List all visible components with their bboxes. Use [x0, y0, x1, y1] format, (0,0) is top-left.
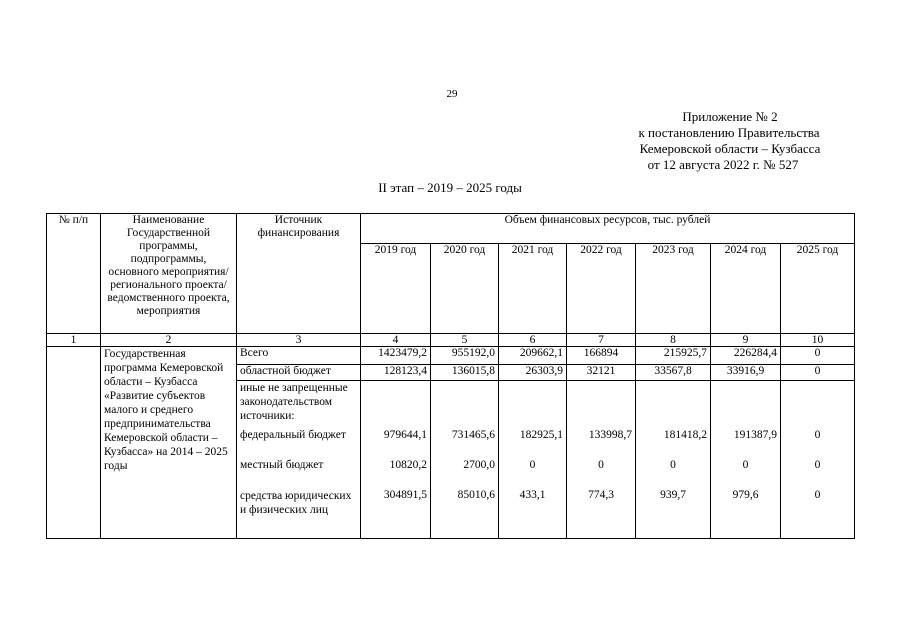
header-year-2019: 2019 год [361, 244, 431, 334]
header-source: Источник финансирования [237, 214, 361, 334]
index-cell: 5 [431, 334, 499, 347]
value-cell: 731465,6 [431, 429, 499, 459]
header-volume: Объем финансовых ресурсов, тыс. рублей [361, 214, 855, 244]
value-cell: 26303,9 [499, 365, 567, 381]
source-cell: Всего [237, 347, 361, 365]
index-cell: 8 [636, 334, 711, 347]
index-cell: 9 [711, 334, 781, 347]
value-cell [781, 381, 855, 429]
value-cell: 1423479,2 [361, 347, 431, 365]
value-cell: 433,1 [499, 489, 567, 539]
header-year-2021: 2021 год [499, 244, 567, 334]
value-cell: 774,3 [567, 489, 636, 539]
value-cell: 226284,4 [711, 347, 781, 365]
value-cell: 955192,0 [431, 347, 499, 365]
header-year-2024: 2024 год [711, 244, 781, 334]
value-cell [361, 381, 431, 429]
value-cell: 0 [781, 347, 855, 365]
value-cell: 33567,8 [636, 365, 711, 381]
value-cell: 181418,2 [636, 429, 711, 459]
source-cell: иные не запрещенные законодательством источники: [237, 381, 361, 429]
value-cell: 0 [781, 489, 855, 539]
value-cell: 979644,1 [361, 429, 431, 459]
header-year-2020: 2020 год [431, 244, 499, 334]
page-number: 29 [446, 88, 458, 100]
value-cell: 0 [636, 459, 711, 489]
value-cell: 0 [567, 459, 636, 489]
index-row [47, 334, 855, 347]
index-cell: 3 [237, 334, 361, 347]
value-cell: 979,6 [711, 489, 781, 539]
index-cell: 1 [47, 334, 101, 347]
value-cell: 0 [781, 459, 855, 489]
stage-title: II этап – 2019 – 2025 годы [378, 180, 522, 195]
value-cell: 85010,6 [431, 489, 499, 539]
value-cell: 128123,4 [361, 365, 431, 381]
value-cell: 133998,7 [567, 429, 636, 459]
value-cell: 182925,1 [499, 429, 567, 459]
appendix-line-4: от 12 августа 2022 г. № 527 [647, 157, 799, 172]
value-cell: 939,7 [636, 489, 711, 539]
value-cell [567, 381, 636, 429]
header-year-2025: 2025 год [781, 244, 855, 334]
appendix-title: Приложение № 2 [682, 109, 778, 124]
header-num: № п/п [47, 214, 101, 334]
source-cell: федеральный бюджет [237, 429, 361, 459]
index-cell: 2 [101, 334, 237, 347]
appendix-block [560, 109, 860, 173]
value-cell: 2700,0 [431, 459, 499, 489]
index-cell: 6 [499, 334, 567, 347]
value-cell [499, 381, 567, 429]
value-cell: 10820,2 [361, 459, 431, 489]
value-cell: 33916,9 [711, 365, 781, 381]
value-cell: 136015,8 [431, 365, 499, 381]
source-cell: средства юридических и физических лиц [237, 489, 361, 539]
value-cell [711, 381, 781, 429]
source-cell: областной бюджет [237, 365, 361, 381]
index-cell: 4 [361, 334, 431, 347]
value-cell: 32121 [567, 365, 636, 381]
header-year-2023: 2023 год [636, 244, 711, 334]
table-row [47, 347, 855, 365]
appendix-line-2: к постановлению Правительства [638, 125, 820, 140]
value-cell [636, 381, 711, 429]
header-year-2022: 2022 год [567, 244, 636, 334]
value-cell: 0 [781, 429, 855, 459]
value-cell: 0 [781, 365, 855, 381]
value-cell: 209662,1 [499, 347, 567, 365]
value-cell: 0 [711, 459, 781, 489]
header-name: Наименование Государственной программы, подпрограммы, основного мероприятия/ регионального проекта/ ведомственного проекта, мероприятия [101, 214, 237, 334]
program-name-cell: Государственная программа Кемеровской области – Кузбасса «Развитие субъектов малого и среднего предпринимательства Кемеровской области – Кузбасса» на 2014 – 2025 годы [101, 347, 237, 539]
header-row-1 [47, 214, 855, 244]
source-cell: местный бюджет [237, 459, 361, 489]
value-cell: 215925,7 [636, 347, 711, 365]
value-cell: 191387,9 [711, 429, 781, 459]
index-cell: 10 [781, 334, 855, 347]
appendix-line-3: Кемеровской области – Кузбасса [639, 141, 821, 156]
financing-table [46, 213, 855, 539]
row-number-cell [47, 347, 101, 539]
value-cell: 166894 [567, 347, 636, 365]
value-cell [431, 381, 499, 429]
value-cell: 0 [499, 459, 567, 489]
index-cell: 7 [567, 334, 636, 347]
value-cell: 304891,5 [361, 489, 431, 539]
